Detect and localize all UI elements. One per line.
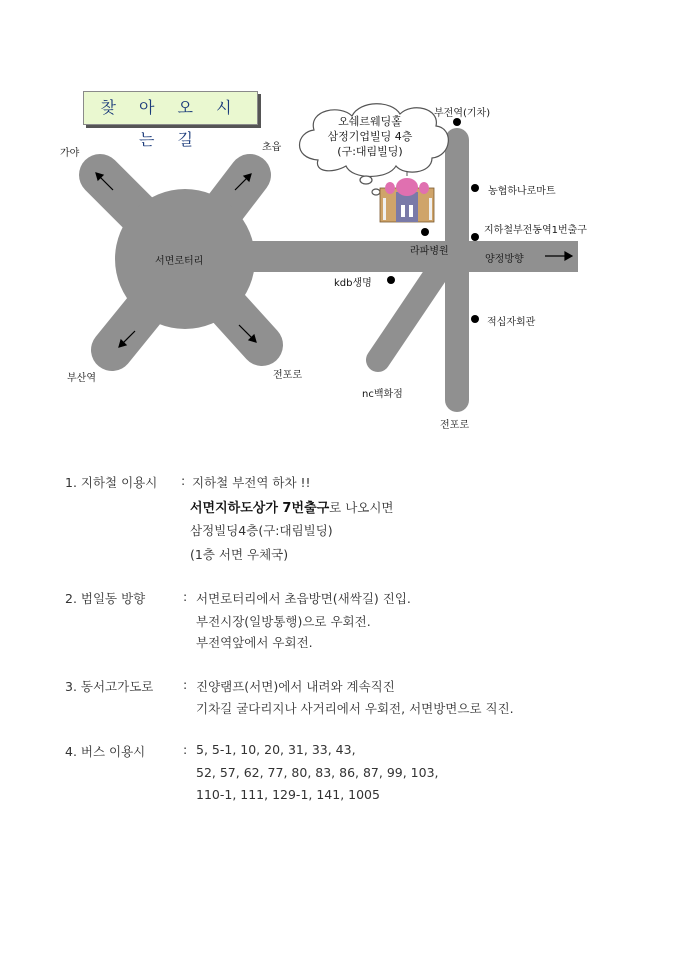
label-busan-station: 부산역 xyxy=(67,373,96,384)
direction-1-line-4: (1층 서면 우체국) xyxy=(190,547,289,562)
label-lapa-hospital: 라파병원 xyxy=(410,246,449,257)
direction-2-colon: : xyxy=(183,589,188,604)
label-rotary: 서면로터리 xyxy=(155,256,204,267)
callout-line-1: 오쉐르웨딩홀 xyxy=(338,115,402,128)
direction-1-label: 1. 지하철 이용시 xyxy=(65,475,158,490)
callout-line-3: (구:대림빌딩) xyxy=(337,145,403,158)
direction-2-line-2: 부전시장(일방통행)으로 우회전. xyxy=(196,614,371,629)
label-nonghyup: 농협하나로마트 xyxy=(488,186,556,197)
label-bujeon-station: 부전역(기차) xyxy=(434,108,491,119)
label-jeonpo-left: 전포로 xyxy=(273,370,302,381)
label-kdb: kdb생명 xyxy=(334,278,372,289)
road-east xyxy=(240,241,578,272)
road-to-nc xyxy=(378,268,440,360)
direction-3-line-2: 기차길 굴다리지나 사거리에서 우회전, 서면방면으로 직진. xyxy=(196,701,514,716)
direction-1-line-3: 삼정빌딩4층(구:대림빌딩) xyxy=(190,523,333,538)
direction-4-line-1: 5, 5-1, 10, 20, 31, 33, 43, xyxy=(196,742,356,757)
wedding-hall-callout-text xyxy=(300,114,440,159)
direction-4-label: 4. 버스 이용시 xyxy=(65,744,146,759)
label-nc: nc백화점 xyxy=(362,389,403,400)
direction-1-line-2-rest: 로 나오시면 xyxy=(329,500,394,515)
label-jeonpo-bottom: 전포로 xyxy=(440,420,469,431)
direction-3-colon: : xyxy=(183,677,188,692)
direction-2-line-1: 서면로터리에서 초읍방면(새싹길) 진입. xyxy=(196,591,411,606)
label-yangjeong: 양정방향 xyxy=(485,254,524,265)
label-redcross: 적십자회관 xyxy=(487,317,536,328)
label-gaya: 가야 xyxy=(60,148,80,159)
direction-4-line-2: 52, 57, 62, 77, 80, 83, 86, 87, 99, 103, xyxy=(196,765,439,780)
callout-line-2: 삼정기업빌딩 4층 xyxy=(327,130,413,143)
direction-2-line-3: 부전역앞에서 우회전. xyxy=(196,635,313,650)
direction-4-colon: : xyxy=(183,742,188,757)
direction-4-line-3: 110-1, 111, 129-1, 141, 1005 xyxy=(196,787,380,802)
direction-2-label: 2. 범일동 방향 xyxy=(65,591,146,606)
direction-1-highlight: 서면지하도상가 7번출구 xyxy=(190,501,330,516)
label-choeup: 초읍 xyxy=(262,142,282,153)
wedding-hall-building-icon xyxy=(380,171,434,222)
page-title: 찾 아 오 시 는 길 xyxy=(83,91,258,125)
direction-1-colon: : xyxy=(181,473,186,488)
direction-3-line-1: 진양램프(서면)에서 내려와 계속직진 xyxy=(196,679,395,694)
direction-3-label: 3. 동서고가도로 xyxy=(65,679,154,694)
label-subway-exit: 지하철부전동역1번출구 xyxy=(484,225,587,236)
direction-1-line-2 xyxy=(190,497,394,516)
direction-1-line-1: 지하철 부전역 하차 !! xyxy=(192,475,311,490)
